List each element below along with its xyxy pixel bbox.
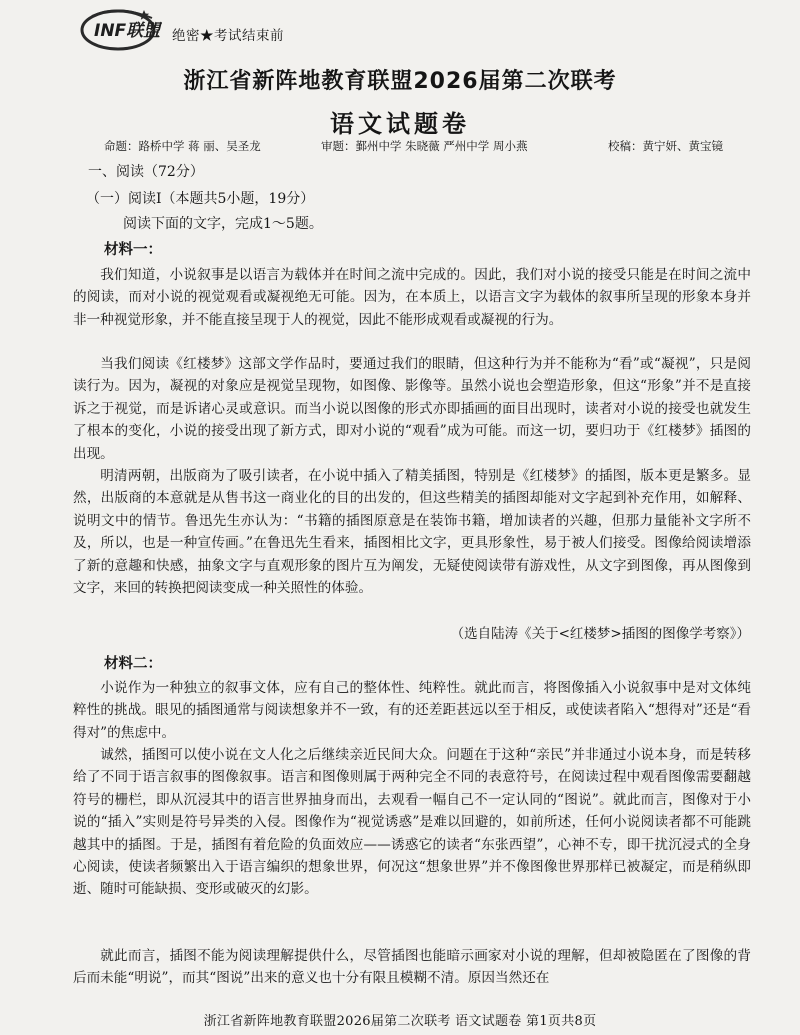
credits-proofreaders: 校稿：黄宁妍、黄宝镜	[608, 139, 723, 153]
credits-reviewers: 审题：鄞州中学 朱晓薇 严州中学 周小燕	[321, 139, 528, 153]
material1-paragraph: 当我们阅读《红楼梦》这部文学作品时，要通过我们的眼睛，但这种行为并不能称为“看”或“凝视”，只是阅读行为。因为，凝视的对象应是视觉呈现物，如图像、影像等。虽然小说也会塑造形象，但这“形象”并不是直接诉之于视觉，而是诉诸心灵或意识。而当小说以图像的形式亦即插画的面目出现时，读者对小说的接受也就发生了根本的变化，小说的接受出现了新方式，即对小说的“观看”成为可能。而这一切，要归功于《红楼梦》插图的出现。	[73, 356, 751, 462]
inf-alliance-logo	[78, 6, 162, 52]
page-footer: 浙江省新阵地教育联盟2026届第二次联考 语文试题卷 第1页共8页	[203, 1014, 597, 1029]
material2-paragraph: 就此而言，插图不能为阅读理解提供什么，尽管插图也能暗示画家对小说的理解，但却被隐匿在了图像的背后而未能“明说”，而其“图说”出来的意义也十分有限且模糊不清。原因当然还在	[73, 948, 751, 987]
material2-label: 材料二：	[104, 655, 162, 672]
exam-title: 浙江省新阵地教育联盟2026届第二次联考	[183, 69, 617, 94]
confidential-notice: 绝密★考试结束前	[172, 28, 284, 44]
credits-line	[104, 138, 723, 154]
material2-paragraph: 小说作为一种独立的叙事文体，应有自己的整体性、纯粹性。就此而言，将图像插入小说叙事中是对文体纯粹性的挑战。眼见的插图通常与阅读想象并不一致，有的还差距甚远以至于相反，或使读者陷入“想得对”还是“看得对”的焦虑中。	[73, 680, 751, 741]
material2-paragraph: 诚然，插图可以使小说在文人化之后继续亲近民间大众。问题在于这种“亲民”并非通过小说本身，而是转移给了不同于语言叙事的图像叙事。语言和图像则属于两种完全不同的表意符号，在阅读过程中观看图像需要翻越符号的栅栏，即从沉浸其中的语言世界抽身而出，去观看一幅自己不一定认同的“图说”。就此而言，图像对于小说的“插入”实则是符号异类的入侵。图像作为“视觉诱惑”是难以回避的，如前所述，任何小说阅读者都不可能跳越其中的插图。于是，插图有着危险的负面效应——诱惑它的读者“东张西望”，心神不专，即干扰沉浸式的全身心阅读，使读者频繁出入于语言编织的想象世界，何况这“想象世界”并不像图像世界那样已被凝定，而是稍纵即逝、随时可能缺损、变形或破灭的幻影。	[73, 747, 751, 898]
material1-paragraph: 明清两朝，出版商为了吸引读者，在小说中插入了精美插图，特别是《红楼梦》的插图，版本更是繁多。显然，出版商的本意就是从售书这一商业化的目的出发的，但这些精美的插图却能对文字起到补充作用，如解释、说明文中的情节。鲁迅先生亦认为：“书籍的插图原意是在装饰书籍，增加读者的兴趣，但那力量能补文字所不及，所以，也是一种宣传画。”在鲁迅先生看来，插图相比文字，更具形象性，易于被人们接受。图像给阅读增添了新的意趣和快感，抽象文字与直观形象的图片互为阐发，无疑使阅读带有游戏性，从文字到图像，再从图像到文字，来回的转换把阅读变成一种关照性的体验。	[73, 468, 751, 597]
credits-authors: 命题：路桥中学 蒋 丽、吴圣龙	[104, 139, 261, 153]
paper-subtitle: 语文试题卷	[330, 110, 470, 138]
material1-label: 材料一：	[104, 241, 162, 258]
logo-text: INF联盟	[94, 21, 161, 41]
material1-paragraph: 我们知道，小说叙事是以语言为载体并在时间之流中完成的。因此，我们对小说的接受只能是在时间之流中的阅读，而对小说的视觉观看或凝视绝无可能。因为，在本质上，以语言文字为载体的叙事所呈现的形象本身并非一种视觉形象，并不能直接呈现于人的视觉，因此不能形成观看或凝视的行为。	[73, 267, 751, 328]
reading-instruction: 阅读下面的文字，完成1～5题。	[123, 216, 323, 232]
subsection-heading: （一）阅读Ⅰ（本题共5小题，19分）	[86, 191, 315, 207]
section-heading: 一、阅读（72分）	[88, 164, 204, 180]
material1-source: （选自陆涛《关于<红楼梦>插图的图像学考察》）	[450, 626, 750, 642]
